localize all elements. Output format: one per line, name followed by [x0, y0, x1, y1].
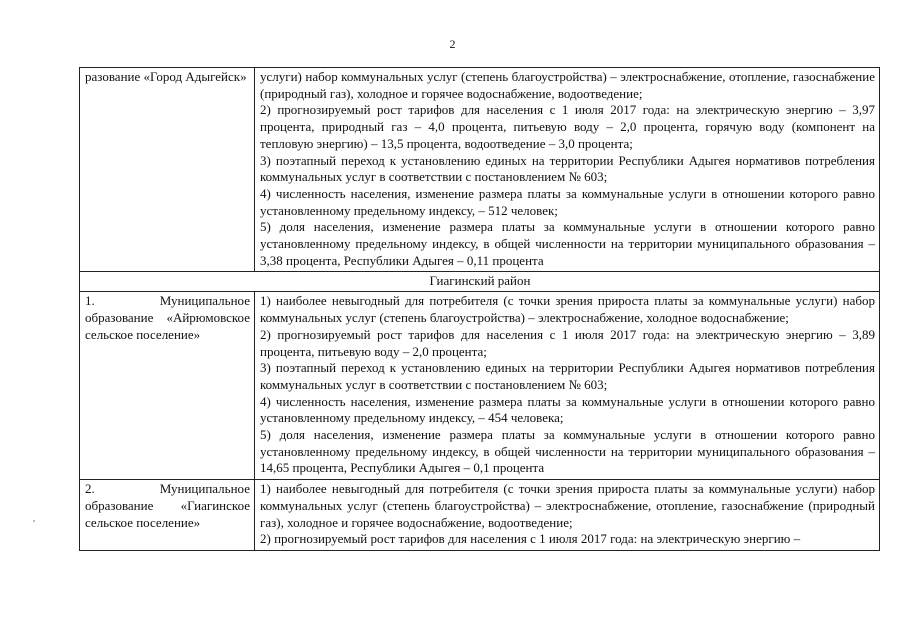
- table-row: [80, 480, 880, 551]
- detail-paragraph: 5) доля населения, изменение размера платы за коммунальные услуги в отношении которого равно установленному предельному индексу, в общей численности на территории муниципального образования – 14,65 процента, Республики Адыгея – 0,1 процента: [260, 427, 875, 476]
- region-row: [80, 272, 880, 292]
- region-header: Гиагинский район: [80, 272, 880, 292]
- detail-paragraph: 2) прогнозируемый рост тарифов для населения с 1 июля 2017 года: на электрическую энергию –: [260, 531, 801, 547]
- table-row: [80, 68, 880, 272]
- details-cell: [255, 480, 880, 551]
- table-row: [80, 292, 880, 480]
- document-table: [79, 67, 880, 551]
- municipality-cell: 1. Муниципальное образование «Айрюмовское сельское поселение»: [80, 292, 255, 480]
- scan-artifact: [33, 520, 35, 522]
- municipality-cell: разование «Город Адыгейск»: [80, 68, 255, 272]
- details-cell: [255, 292, 880, 480]
- detail-paragraph: 4) численность населения, изменение размера платы за коммунальные услуги в отношении которого равно установленному предельному индексу, – 512 человек;: [260, 185, 875, 218]
- detail-paragraph: 3) поэтапный переход к установлению единых на территории Республики Адыгея нормативов потребления коммунальных услуг в соответствии с постановлением № 603;: [260, 152, 875, 185]
- detail-paragraph: 1) наиболее невыгодный для потребителя (с точки зрения прироста платы за коммунальные услуги) набор коммунальных услуг (степень благоустройства) – электроснабжение, отопление, газоснабжение (природный газ), холодное и горячее водоснабжение, водоотведение;: [260, 481, 875, 530]
- detail-paragraph: 5) доля населения, изменение размера платы за коммунальные услуги в отношении которого равно установленному предельному индексу, в общей численности на территории муниципального образования – 3,38 процента, Республики Адыгея – 0,11 процента: [260, 219, 875, 268]
- detail-paragraph: 1) наиболее невыгодный для потребителя (с точки зрения прироста платы за коммунальные услуги) набор коммунальных услуг (степень благоустройства) – электроснабжение, холодное водоснабжение;: [260, 293, 875, 326]
- municipality-cell: 2. Муниципальное образование «Гиагинское сельское поселение»: [80, 480, 255, 551]
- detail-paragraph: 2) прогнозируемый рост тарифов для населения с 1 июля 2017 года: на электрическую энергию – 3,89 процента, питьевую воду – 2,0 процента;: [260, 326, 875, 359]
- detail-paragraph: 2) прогнозируемый рост тарифов для населения с 1 июля 2017 года: на электрическую энергию – 3,97 процента, природный газ – 4,0 процента, питьевую воду – 2,0 процента, горячую воду (компонент на тепловую энергию) – 13,5 процента, водоотведение – 3,0 процента;: [260, 102, 875, 151]
- detail-paragraph: 4) численность населения, изменение размера платы за коммунальные услуги в отношении которого равно установленному предельному индексу, – 454 человека;: [260, 393, 875, 426]
- details-cell: [255, 68, 880, 272]
- detail-paragraph: 3) поэтапный переход к установлению единых на территории Республики Адыгея нормативов потребления коммунальных услуг в соответствии с постановлением № 603;: [260, 360, 875, 392]
- page-number: 2: [449, 37, 456, 51]
- detail-paragraph: услуги) набор коммунальных услуг (степень благоустройства) – электроснабжение, отопление, газоснабжение (природный газ), холодное и горячее водоснабжение, водоотведение;: [260, 69, 875, 101]
